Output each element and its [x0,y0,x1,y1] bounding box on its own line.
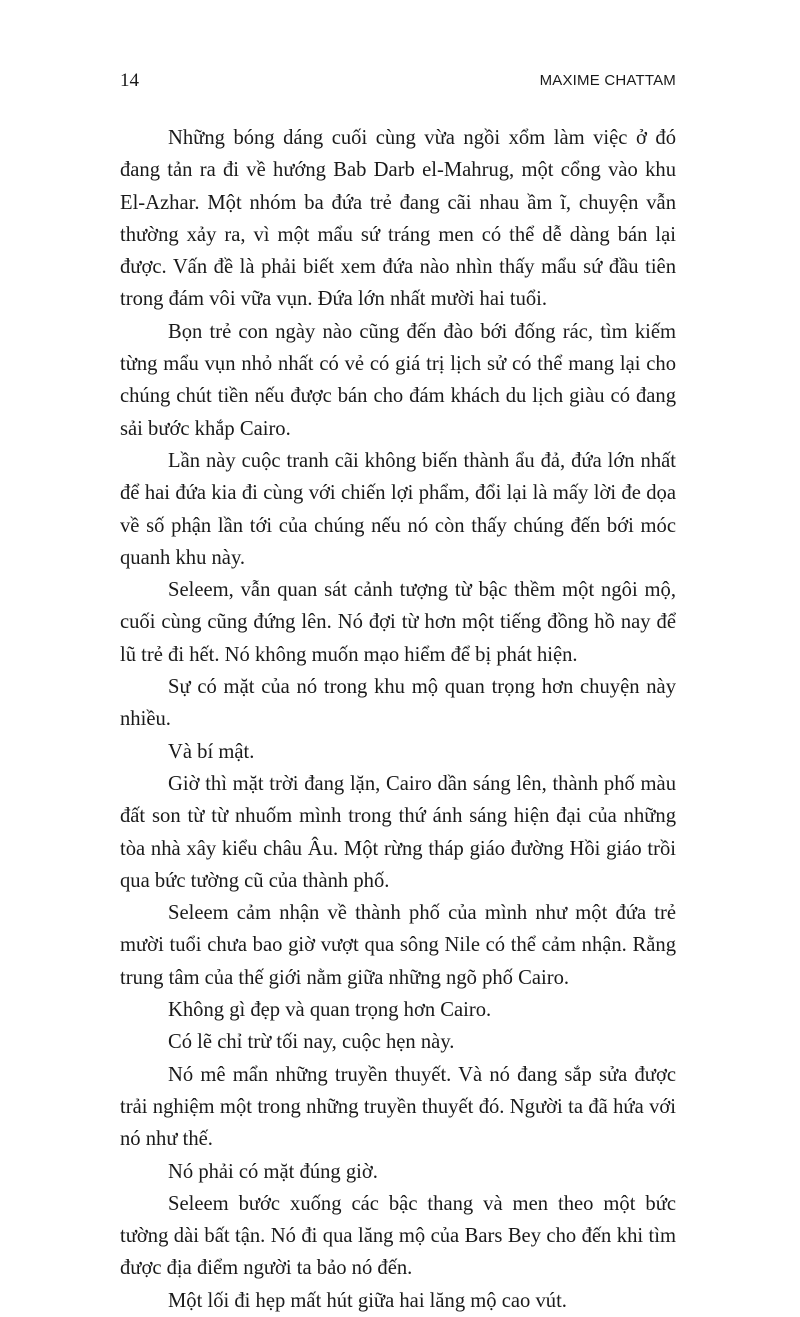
page-number: 14 [120,70,139,91]
paragraph: Nó mê mẩn những truyền thuyết. Và nó đang sắp sửa được trải nghiệm một trong những truyền thuyết đó. Người ta đã hứa với nó như thế. [120,1063,676,1151]
paragraph: Seleem bước xuống các bậc thang và men theo một bức tường dài bất tận. Nó đi qua lăng mộ của Bars Bey cho đến khi tìm được địa điểm người ta bảo nó đến. [120,1192,676,1280]
paragraph: Những bóng dáng cuối cùng vừa ngồi xổm làm việc ở đó đang tản ra đi về hướng Bab Darb el-Mahrug, một cổng vào khu El-Azhar. Một nhóm ba đứa trẻ đang cãi nhau ầm ĩ, chuyện vẫn thường xảy ra, vì một mẩu sứ tráng men có thể dễ dàng bán lại được. Vấn đề là phải biết xem đứa nào nhìn thấy mẩu sứ đầu tiên trong đám vôi vữa vụn. Đứa lớn nhất mười hai tuổi. [120,127,676,311]
paragraph: Một lối đi hẹp mất hút giữa hai lăng mộ cao vút. [168,1289,567,1312]
page-header [120,70,676,94]
paragraph: Có lẽ chỉ trừ tối nay, cuộc hẹn này. [168,1031,455,1054]
paragraph: Giờ thì mặt trời đang lặn, Cairo dần sáng lên, thành phố màu đất son từ từ nhuốm mình trong thứ ánh sáng hiện đại của những tòa nhà xây kiểu châu Âu. Một rừng tháp giáo đường Hồi giáo trồi qua bức tường cũ của thành phố. [120,772,676,892]
paragraph: Sự có mặt của nó trong khu mộ quan trọng hơn chuyện này nhiều. [120,676,676,731]
paragraph: Bọn trẻ con ngày nào cũng đến đào bới đống rác, tìm kiếm từng mẩu vụn nhỏ nhất có vẻ có giá trị lịch sử có thể mang lại cho chúng chút tiền nếu được bán cho đám khách du lịch giàu có đang sải bước khắp Cairo. [120,320,676,440]
paragraph: Nó phải có mặt đúng giờ. [168,1160,378,1183]
paragraph: Không gì đẹp và quan trọng hơn Cairo. [168,999,492,1022]
paragraph: Lần này cuộc tranh cãi không biến thành ẩu đả, đứa lớn nhất để hai đứa kia đi cùng với chiến lợi phẩm, đổi lại là mấy lời đe dọa về số phận lần tới của chúng nếu nó còn thấy chúng đến bới móc quanh khu này. [120,449,676,569]
paragraph: Và bí mật. [168,740,255,763]
paragraph: Seleem, vẫn quan sát cảnh tượng từ bậc thềm một ngôi mộ, cuối cùng cũng đứng lên. Nó đợi từ hơn một tiếng đồng hồ nay để lũ trẻ đi hết. Nó không muốn mạo hiểm để bị phát hiện. [120,579,676,666]
body-text [120,122,676,1317]
running-head-author: MAXIME CHATTAM [539,72,676,89]
paragraph: Seleem cảm nhận về thành phố của mình như một đứa trẻ mười tuổi chưa bao giờ vượt qua sông Nile có thể cảm nhận. Rằng trung tâm của thế giới nằm giữa những ngõ phố Cairo. [120,902,676,989]
